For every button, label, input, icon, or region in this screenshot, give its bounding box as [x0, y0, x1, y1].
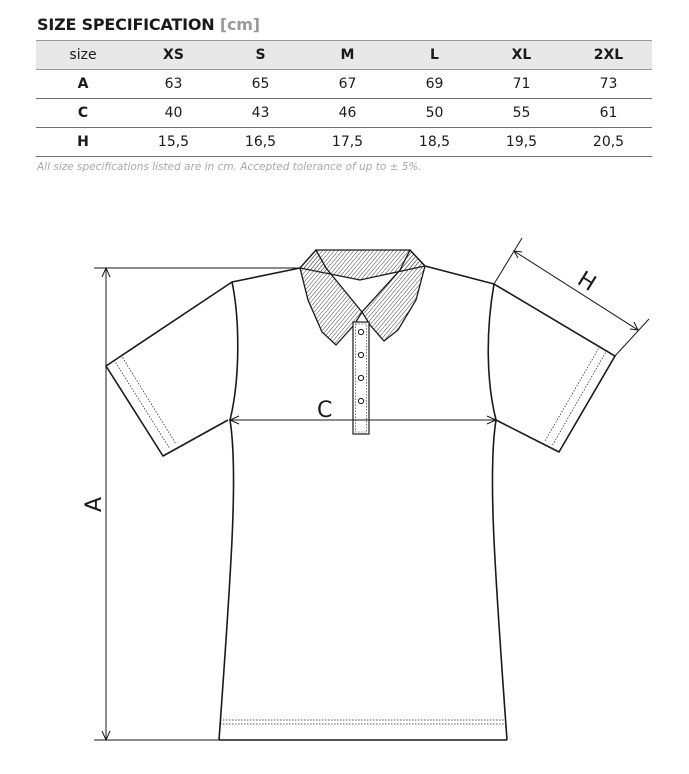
table-cell: 20,5	[592, 134, 625, 150]
row-key-h: H	[77, 134, 89, 150]
table-cell: 63	[164, 76, 183, 92]
header-size-2xl: 2XL	[593, 47, 624, 63]
header-size-xs: XS	[163, 47, 184, 63]
header-size-l: L	[430, 47, 439, 63]
table-cell: 18,5	[418, 134, 451, 150]
table-cell: 15,5	[157, 134, 190, 150]
table-cell: 73	[599, 76, 618, 92]
table-cell: 50	[425, 105, 444, 121]
table-cell: 43	[251, 105, 270, 121]
table-cell: 17,5	[331, 134, 364, 150]
header-size-xl: XL	[511, 47, 532, 63]
table-cell: 16,5	[244, 134, 277, 150]
dimension-a-label: A	[82, 496, 107, 512]
table-cell: 71	[512, 76, 531, 92]
tolerance-note: All size specifications listed are in cm. Accepted tolerance of up to ± 5%.	[37, 161, 422, 173]
row-key-a: A	[77, 76, 89, 92]
title-main: SIZE SPECIFICATION	[37, 15, 215, 34]
dimension-c-label: C	[317, 398, 333, 423]
title-unit: [cm]	[219, 15, 260, 34]
table-cell: 61	[599, 105, 618, 121]
table-cell: 55	[512, 105, 531, 121]
dimension-h-label: H	[572, 266, 601, 297]
hem-stitching	[220, 720, 506, 724]
header-size-label: size	[69, 47, 97, 63]
table-cell: 67	[338, 76, 357, 92]
dimension-a	[94, 268, 300, 740]
row-key-c: C	[77, 105, 89, 121]
header-size-s: S	[255, 47, 266, 63]
table-cell: 46	[338, 105, 357, 121]
table-cell: 19,5	[505, 134, 538, 150]
table-cell: 65	[251, 76, 270, 92]
table-cell: 40	[164, 105, 183, 121]
header-size-m: M	[340, 47, 355, 63]
table-cell: 69	[425, 76, 444, 92]
